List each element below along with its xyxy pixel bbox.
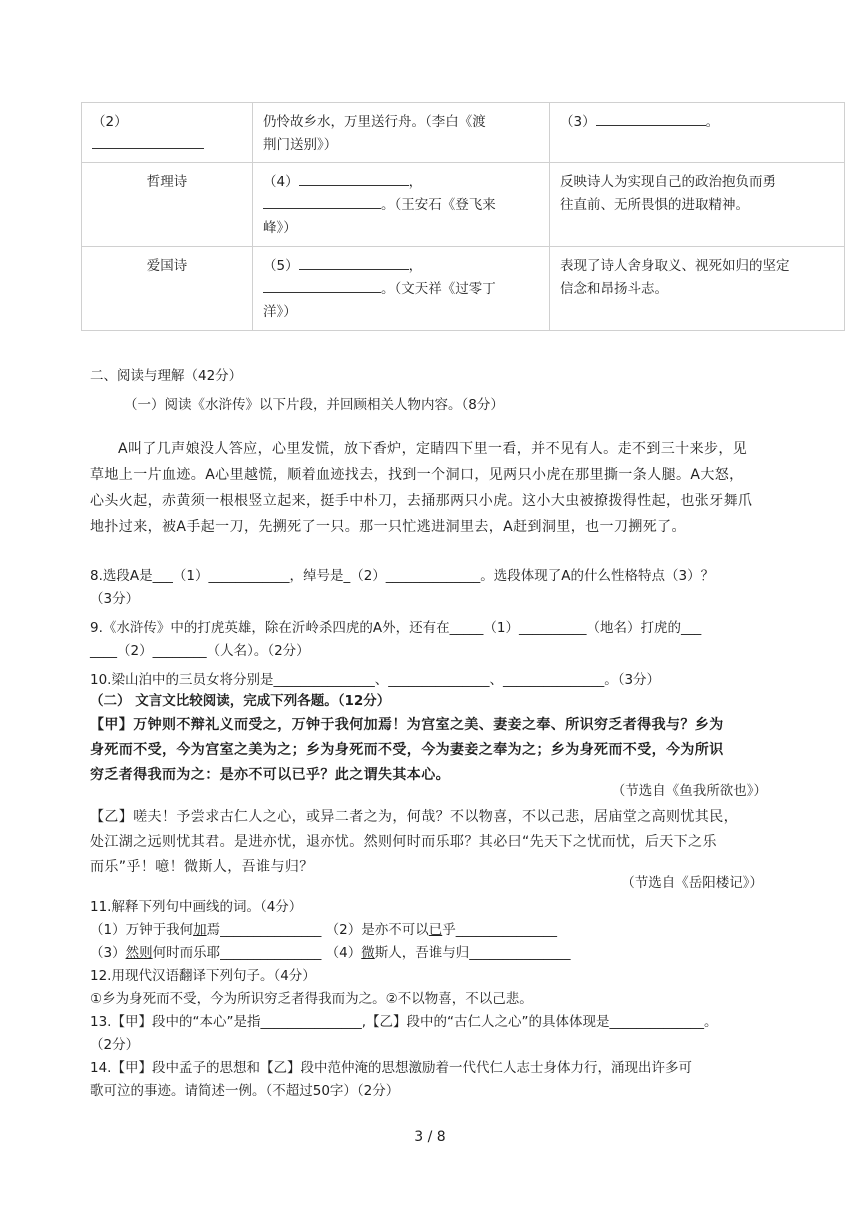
question-line: （3分）: [90, 591, 140, 607]
passage-line: 穷乏者得我而为之：是亦不可以已乎？此之谓失其本心。: [90, 767, 450, 783]
question-8: [90, 565, 790, 611]
yi-source: （节选自《岳阳楼记》）: [621, 875, 763, 891]
item-text: 斯人，吾谁与归_______________: [374, 945, 571, 961]
table-row: [82, 247, 845, 331]
question-line: 14.【甲】段中孟子的思想和【乙】段中范仲淹的思想激励着一代代仁人志士身体力行，涌现出许多可: [90, 1060, 692, 1076]
jia-source: （节选自《鱼我所欲也》）: [611, 783, 767, 799]
passage-line: 【乙】嗟夫！予尝求古仁人之心，或异二者之为，何哉？不以物喜，不以己悲，居庙堂之高则忧其民，: [90, 809, 738, 825]
category-cell: [82, 103, 253, 163]
part1-heading: （一）阅读《水浒传》以下片段，并回顾相关人物内容。（8分）: [124, 397, 504, 413]
underlined-word: 微: [361, 945, 375, 961]
desc-prefix: （3）: [560, 114, 596, 130]
desc-line: 信念和昂扬斗志。: [560, 281, 668, 297]
description-cell: （3） 。: [550, 103, 845, 163]
underlined-word: 已: [428, 922, 443, 938]
item-text: 焉_______________: [206, 922, 322, 938]
answer-blank[interactable]: [263, 194, 381, 209]
section-heading: 二、阅读与理解（42分）: [90, 368, 243, 384]
table-row: [82, 103, 845, 163]
question-13: [90, 1011, 790, 1057]
passage-yi: [90, 805, 775, 880]
passage-line: 心头火起，赤黄须一根根竖立起来，挺手中朴刀，去捅那两只小虎。这小大虫被撩拨得性起，也张牙舞爪: [90, 493, 753, 509]
question-line: 13.【甲】段中的“本心”是指_______________,【乙】段中的“古仁人之心”的具体体现是______________。: [90, 1014, 718, 1030]
description-cell: [550, 247, 845, 331]
answer-blank[interactable]: [92, 134, 242, 157]
passage-line: 身死而不受，今为宫室之美为之；乡为身死而不受，今为妻妾之奉为之；乡为身死而不受，今为所识: [90, 742, 724, 758]
underlined-word: 加: [193, 922, 207, 938]
question-12-items: ①乡为身死而不受，今为所识穷乏者得我而为之。②不以物喜，不以己悲。: [90, 991, 533, 1007]
poem-source: 。（文天祥《过零丁: [381, 281, 496, 297]
passage-line: 【甲】万钟则不辩礼义而受之，万钟于我何加焉！为宫室之美、妻妾之奉、所识穷乏者得我与？乡为: [90, 717, 724, 733]
poem-cell: [253, 103, 550, 163]
question-12: 12.用现代汉语翻译下列句子。（4分）: [90, 968, 316, 984]
answer-blank[interactable]: [263, 278, 381, 293]
question-line: 8.选段A是___（1）____________，绰号是_（2）______________。选段体现了A的什么性格特点（3）？: [90, 568, 715, 584]
item-text: （4）: [325, 945, 362, 961]
question-line: ____（2）________（人名）。（2分）: [90, 643, 310, 659]
answer-blank[interactable]: [299, 255, 409, 270]
poem-cell: （5） ， 。（文天祥《过零丁 洋》）: [253, 247, 550, 331]
poem-line: 荆门送别》）: [263, 137, 338, 153]
passage-line: 地扑过来，被A手起一刀，先搠死了一只。那一只忙逃进洞里去，A赶到洞里，也一刀搠死了。: [90, 519, 686, 535]
question-11-items-row1: [90, 919, 790, 942]
category-cell: 哲理诗: [82, 163, 253, 247]
passage-line: 而乐”乎！噫！微斯人，吾谁与归？: [90, 859, 314, 875]
table-row: [82, 163, 845, 247]
desc-line: 反映诗人为实现自己的政治抱负而勇: [560, 174, 776, 190]
question-11-items-row2: [90, 942, 790, 965]
answer-blank[interactable]: [596, 111, 706, 126]
passage-jia: [90, 713, 775, 788]
passage-line: 草地上一片血迹。A心里越慌，顺着血迹找去，找到一个洞口，见两只小虎在那里撕一条人腿。A大怒，: [90, 467, 744, 483]
poetry-table: [81, 102, 845, 331]
question-11: 11.解释下列句中画线的词。（4分）: [90, 899, 303, 915]
item-text: 何时而乐耶_______________: [152, 945, 322, 961]
passage-line: 处江湖之远则忧其君。是进亦忧，退亦忧。然则何时而乐耶？其必曰“先天下之忧而忧，后天下之乐: [90, 834, 717, 850]
category-cell: 爱国诗: [82, 247, 253, 331]
blank-prefix: （5）: [263, 258, 299, 274]
question-line: 9.《水浒传》中的打虎英雄，除在沂岭杀四虎的A外，还有在_____（1）__________（地名）打虎的___: [90, 620, 702, 636]
item-text: （1）万钟于我何: [90, 922, 194, 938]
answer-blank[interactable]: [299, 171, 409, 186]
poem-source: 洋》）: [263, 304, 297, 320]
item-text: （2）是亦不可以: [325, 922, 429, 938]
poem-source: 峰》）: [263, 220, 297, 236]
item-text: 乎_______________: [442, 922, 557, 938]
category-label: （2）: [92, 114, 128, 130]
part2-heading: （二） 文言文比较阅读，完成下列各题。（12分）: [90, 693, 391, 709]
question-14: [90, 1057, 790, 1103]
shuihu-passage: [90, 436, 775, 540]
underlined-word: 然则: [125, 945, 153, 961]
page-number: 3 / 8: [414, 1129, 446, 1145]
poem-source: 。（王安石《登飞来: [381, 197, 496, 213]
desc-line: 表现了诗人舍身取义、视死如归的坚定: [560, 258, 790, 274]
description-cell: [550, 163, 845, 247]
question-9: [90, 617, 790, 663]
poem-cell: （4） ， 。（王安石《登飞来 峰》）: [253, 163, 550, 247]
item-text: （3）: [90, 945, 126, 961]
passage-line: A叫了几声娘没人答应，心里发慌，放下香炉，定睛四下里一看，并不见有人。走不到三十来步，见: [118, 441, 748, 457]
desc-line: 往直前、无所畏惧的进取精神。: [560, 197, 749, 213]
poem-line: 仍怜故乡水，万里送行舟。（李白《渡: [263, 114, 486, 130]
question-10: 10.梁山泊中的三员女将分别是_______________、_______________、_______________。（3分）: [90, 672, 661, 688]
question-line: （2分）: [90, 1037, 140, 1053]
blank-prefix: （4）: [263, 174, 299, 190]
question-line: 歌可泣的事迹。请简述一例。（不超过50字）（2分）: [90, 1083, 400, 1099]
